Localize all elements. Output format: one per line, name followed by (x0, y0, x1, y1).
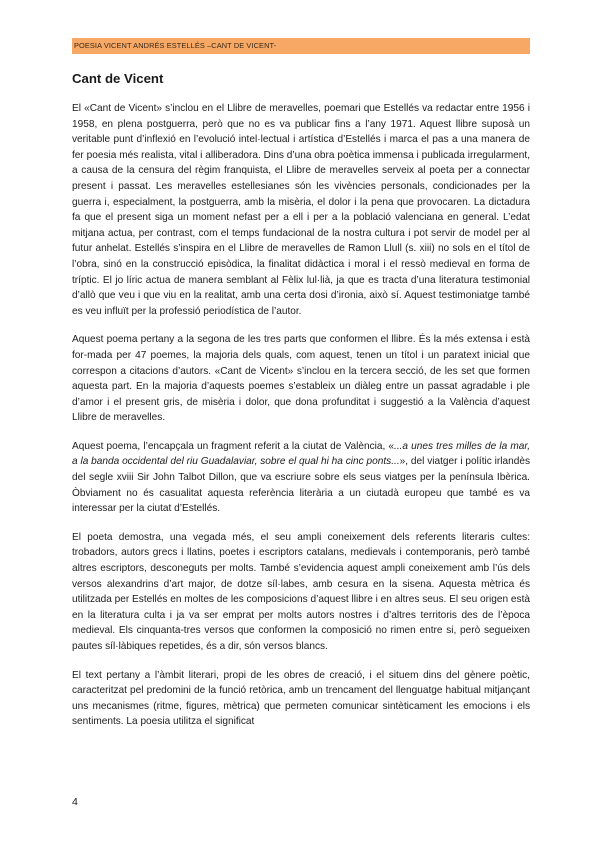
epigraph-quote: ...a unes tres milles de la mar, a la banda occidental del riu Guadalaviar, sobre el qual hi ha cinc ponts... (72, 440, 531, 468)
paragraph-references: El poeta demostra, una vegada més, el seu ampli coneixement dels referents literaris cultes: trobadors, autors grecs i llatins, poetes i escriptors catalans, medievals i contemporanis, però també altres escriptors, desconeguts per molts. També s’evidencia aquest ampli coneixement amb l’ús dels versos alexandrins d’art major, de dotze síl·labes, amb cesura en la sisena. Aquesta mètrica és utilitzada per Estellés en moltes de les composicions d’aquest llibre i en altres seus. El seu origen està en la literatura culta i ja va ser emprat per molts autors nostres i d’altres territoris des de l’època medieval. Els cinquanta-tres versos que conformen la composició no rimen entre si, però segueixen pautes síl·làbiques repetides, és a dir, són versos blancs. (72, 531, 530, 652)
paragraph-epigraph (72, 439, 530, 517)
body-text (72, 101, 530, 743)
paragraph-epigraph-intro: Aquest poema, l’encapçala un fragment referit a la ciutat de València, « (72, 440, 395, 452)
page-number: 4 (72, 796, 78, 808)
running-header-text: POESIA VICENT ANDRÉS ESTELLÉS –CANT DE VICENT- (74, 41, 277, 50)
running-header-band (72, 38, 530, 54)
page-title: Cant de Vicent (72, 71, 164, 86)
paragraph-genre: El text pertany a l’àmbit literari, propi de les obres de creació, i el situem dins del gènere poètic, caracteritzat pel predomini de la funció retòrica, amb un trencament del llenguatge habitual mitjançant uns mecanismes (ritme, figures, mètrica) que permeten comunicar sintèticament les emocions i els sentiments. La poesia utilitza el significat (72, 669, 530, 728)
paragraph-epigraph-rest: », del viatger i polític irlandès del segle xviii Sir John Talbot Dillon, que va escriure sobre els seus viatges per la península Ibèrica. Òbviament no és casualitat aquesta referència literària a un ciutadà europeu que també es va interessar per la ciutat d’Estellés. (72, 456, 530, 515)
paragraph-intro: El «Cant de Vicent» s’inclou en el Llibre de meravelles, poemari que Estellés va redactar entre 1956 i 1958, en plena postguerra, però que no es va publicar fins a l’any 1971. Aquest llibre suposà un veritable punt d’inflexió en l’evolució intel·lectual i artística d’Estellés i marca el pas a una manera de fer poesia més realista, vital i alliberadora. Dins d’una obra poètica immensa i publicada irregularment, a causa de la censura del règim franquista, el Llibre de meravelles serveix al poeta per a connectar present i passat. Les meravelles estellesianes són les vivències personals, condicionades per la guerra i, especialment, la postguerra, amb la misèria, el dolor i la pena que provocaren. La dictadura fa que el present siga un moment nefast per a ell i per a la població valenciana en general. L’edat mitjana actua, per contrast, com el temps fundacional de la nostra cultura i pot servir de model per al futur anhelat. Estellés s’inspira en el Llibre de meravelles de Ramon Llull (s. xiii) no sols en el títol de l’obra, sinó en la construcció episòdica, la finalitat didàctica i moral i el ressò medieval en forma de tríptic. El jo líric actua de manera semblant al Fèlix lul·lià, ja que es tracta d’una literatura testimonial d’allò que veu i que viu en la realitat, amb una certa dosi d’ironia, això sí. Aquest testimoniatge també es veu influït per la professió periodística de l’autor. (72, 103, 530, 317)
paragraph-structure: Aquest poema pertany a la segona de les tres parts que conformen el llibre. És la més extensa i està for-mada per 47 poemes, la majoria dels quals, com aquest, tenen un títol i un paratext inicial que correspon a citacions d’autors. «Cant de Vicent» s’inclou en la tercera secció, de les set que formen aquesta part. En la majoria d’aquests poemes s’estableix un diàleg entre un passat agradable i ple d’amor i el present gris, de misèria i dolor, que dona profunditat i suggestió a la València d’aquest Llibre de meravelles. (72, 334, 530, 424)
